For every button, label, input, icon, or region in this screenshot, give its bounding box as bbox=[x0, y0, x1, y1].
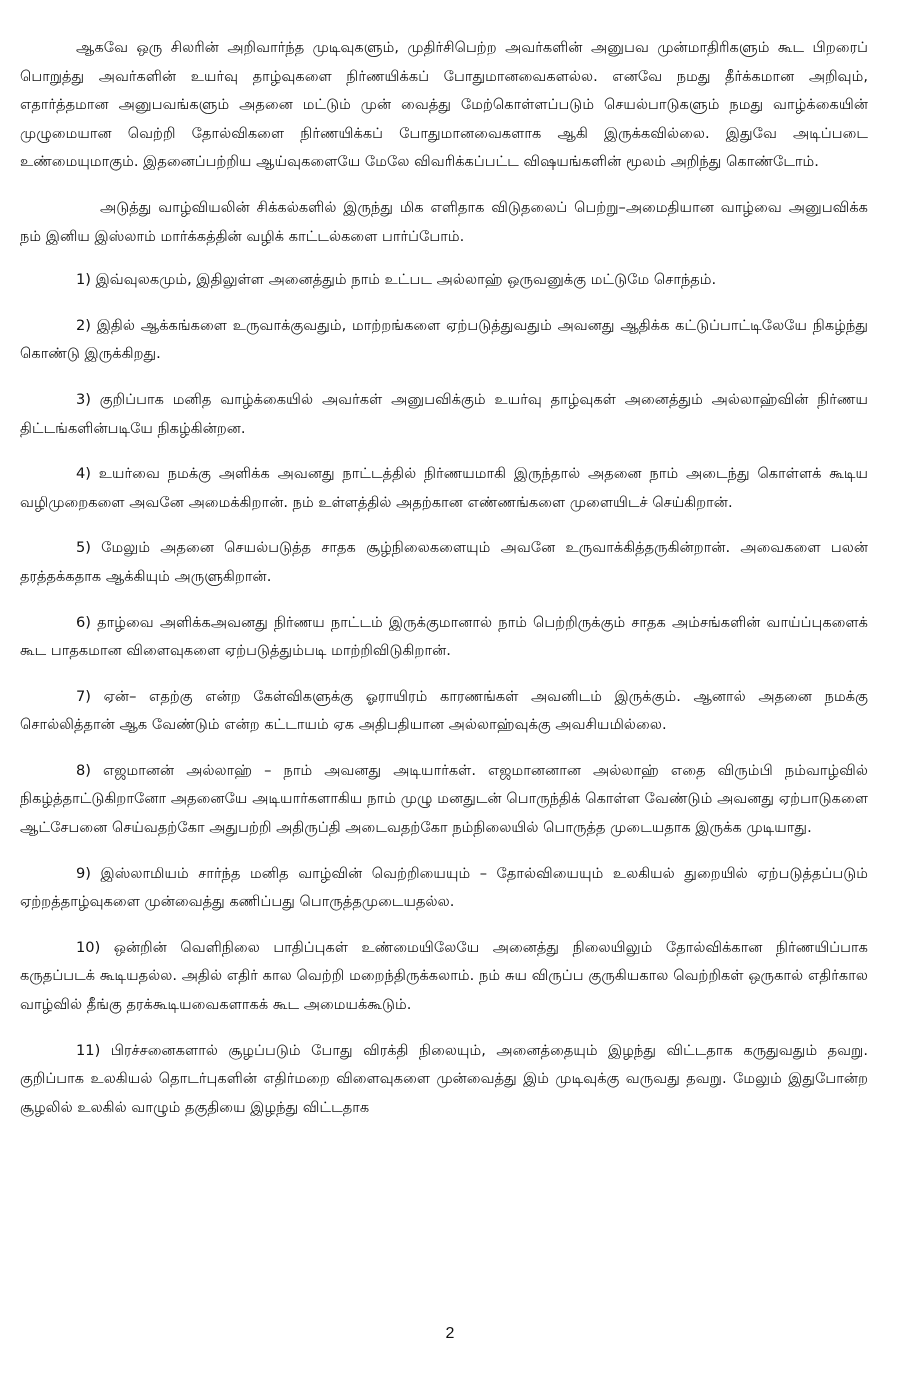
paragraph-point-8: 8) எஜமானன் அல்லாஹ் – நாம் அவனது அடியார்கள். எஜமானனான அல்லாஹ் எதை விரும்பி நம்வாழ்வில் நிகழ்த்தாட்டுகிறானோ அதனையே அடியார்களாகிய நாம் முழு மனதுடன் பொருந்திக் கொள்ள வேண்டும் அவனது ஏற்பாடுகளை ஆட்சேபனை செய்வதற்கோ அதுபற்றி அதிருப்தி அடைவதற்கோ நம்நிலையில் பொருத்த முடையதாக இருக்க முடியாது. bbox=[20, 761, 868, 837]
paragraph-point-1: 1) இவ்வுலகமும், இதிலுள்ள அனைத்தும் நாம் உட்பட அல்லாஹ் ஒருவனுக்கு மட்டுமே சொந்தம். bbox=[76, 271, 717, 289]
paragraph-intro-conclusion: ஆகவே ஒரு சிலரின் அறிவார்ந்த முடிவுகளும், முதிர்சிபெற்ற அவர்களின் அனுபவ முன்மாதிரிகளும் கூட பிறரைப் பொறுத்து அவர்களின் உயர்வு தாழ்வுகளை நிர்ணயிக்கப் போதுமானவைகளல்ல. எனவே நமது தீர்க்கமான அறிவும், எதார்த்தமான அனுபவங்களும் அதனை மட்டும் முன் வைத்து மேற்கொள்ளப்படும் செயல்பாடுகளும் நமது வாழ்க்கையின் முழுமையான வெற்றி தோல்விகளை நிர்ணயிக்கப் போதுமானவைகளாக ஆகி இருக்கவில்லை. இதுவே அடிப்படை உண்மையுமாகும். இதனைப்பற்றிய ஆய்வுகளையே மேலே விவரிக்கப்பட்ட விஷயங்களின் மூலம் அறிந்து கொண்டோம். bbox=[20, 39, 868, 171]
paragraph-islamic-guidance-intro: அடுத்து வாழ்வியலின் சிக்கல்களில் இருந்து மிக எளிதாக விடுதலைப் பெற்று–அமைதியான வாழ்வை அனுபவிக்க நம் இனிய இஸ்லாம் மார்க்கத்தின் வழிக் காட்டல்களை பார்ப்போம். bbox=[20, 198, 868, 245]
paragraph-point-9: 9) இஸ்லாமியம் சார்ந்த மனித வாழ்வின் வெற்றியையும் – தோல்வியையும் உலகியல் துறையில் ஏற்படுத்தப்படும் ஏற்றத்தாழ்வுகளை முன்வைத்து கணிப்பது பொருத்தமுடையதல்ல. bbox=[20, 864, 868, 911]
paragraph-point-11: 11) பிரச்சனைகளால் சூழப்படும் போது விரக்தி நிலையும், அனைத்தையும் இழந்து விட்டதாக கருதுவதும் தவறு. குறிப்பாக உலகியல் தொடர்புகளின் எதிர்மறை விளைவுகளை முன்வைத்து இம் முடிவுக்கு வருவது தவறு. மேலும் இதுபோன்ற சூழலில் உலகில் வாழும் தகுதியை இழந்து விட்டதாக bbox=[20, 1041, 868, 1116]
paragraph-point-3: 3) குறிப்பாக மனித வாழ்க்கையில் அவர்கள் அனுபவிக்கும் உயர்வு தாழ்வுகள் அனைத்தும் அல்லாஹ்வின் நிர்ணய திட்டங்களின்படியே நிகழ்கின்றன. bbox=[20, 390, 868, 437]
paragraph-point-6: 6) தாழ்வை அளிக்கஅவனது நிர்ணய நாட்டம் இருக்குமானால் நாம் பெற்றிருக்கும் சாதக அம்சங்களின் வாய்ப்புகளைக் கூட பாதகமான விளைவுகளை ஏற்படுத்தும்படி மாற்றிவிடுகிறான். bbox=[20, 613, 868, 660]
paragraph-point-10: 10) ஒன்றின் வெளிநிலை பாதிப்புகள் உண்மையிலேயே அனைத்து நிலையிலும் தோல்விக்கான நிர்ணயிப்பாக கருதப்படக் கூடியதல்ல. அதில் எதிர் கால வெற்றி மறைந்திருக்கலாம். நம் சுய விருப்ப குருகியகால வெற்றிகள் ஒருகால் எதிர்கால வாழ்வில் தீங்கு தரக்கூடியவைகளாகக் கூட அமையக்கூடும். bbox=[20, 938, 868, 1014]
paragraph-point-4: 4) உயர்வை நமக்கு அளிக்க அவனது நாட்டத்தில் நிர்ணயமாகி இருந்தால் அதனை நாம் அடைந்து கொள்ளக் கூடிய வழிமுறைகளை அவனே அமைக்கிறான். நம் உள்ளத்தில் அதற்கான எண்ணங்களை முளையிடச் செய்கிறான். bbox=[20, 465, 868, 511]
paragraph-point-2: 2) இதில் ஆக்கங்களை உருவாக்குவதும், மாற்றங்களை ஏற்படுத்துவதும் அவனது ஆதிக்க கட்டுப்பாட்டிலேயே நிகழ்ந்து கொண்டு இருக்கிறது. bbox=[20, 316, 868, 363]
paragraph-point-5: 5) மேலும் அதனை செயல்படுத்த சாதக சூழ்நிலைகளையும் அவனே உருவாக்கித்தருகின்றான். அவைகளை பலன் தரத்தக்கதாக ஆக்கியும் அருளுகிறான். bbox=[20, 539, 868, 585]
paragraph-point-7: 7) ஏன்– எதற்கு என்ற கேள்விகளுக்கு ஓராயிரம் காரணங்கள் அவனிடம் இருக்கும். ஆனால் அதனை நமக்கு சொல்லித்தான் ஆக வேண்டும் என்ற கட்டாயம் ஏக அதிபதியான அல்லாஹ்வுக்கு அவசியமில்லை. bbox=[20, 687, 868, 734]
page-number: 2 bbox=[445, 1325, 455, 1342]
